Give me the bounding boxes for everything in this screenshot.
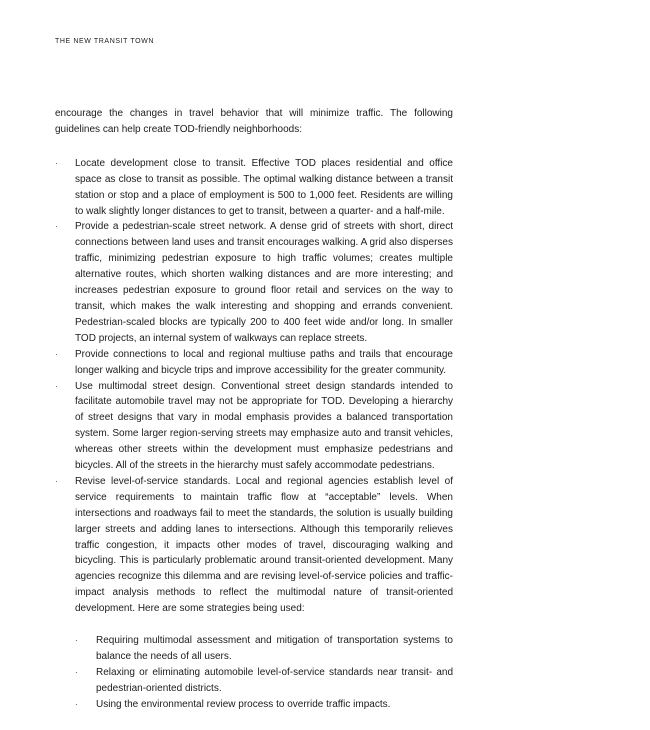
- bullet-icon: ·: [55, 476, 58, 486]
- strategy-item: [75, 665, 453, 697]
- bullet-icon: ·: [75, 667, 78, 677]
- running-head: THE NEW TRANSIT TOWN: [55, 38, 154, 45]
- guideline-text: Provide a pedestrian-scale street network. A dense grid of streets with short, direct connections between land uses and transit encourages walking. A grid also disperses traffic, minimizing pedestrian exposure to high traffic volumes; creates multiple alternative routes, which shorten walking distances and are more interesting; and increases pedestrian exposure to ground floor retail and services on the way to transit, which makes the walk interesting and shopping and errands convenient. Pedestrian-scaled blocks are typically 200 to 400 feet wide and/or long. In smaller TOD projects, an internal system of walkways can replace streets.: [75, 221, 453, 344]
- strategy-text: Relaxing or eliminating automobile level-of-service standards near transit- and pedestrian-oriented districts.: [96, 666, 453, 694]
- bullet-icon: ·: [55, 349, 58, 359]
- guideline-item: [55, 219, 453, 346]
- guideline-item: [55, 474, 453, 713]
- guideline-item: [55, 379, 453, 474]
- bullet-icon: ·: [55, 158, 58, 168]
- bullet-icon: ·: [75, 699, 78, 709]
- guideline-text: Provide connections to local and regional multiuse paths and trails that encourage longer walking and bicycle trips and improve accessibility for the greater community.: [75, 348, 453, 376]
- guidelines-list: [55, 156, 453, 713]
- strategy-text: Using the environmental review process to override traffic impacts.: [96, 698, 391, 710]
- intro-paragraph: encourage the changes in travel behavior that will minimize traffic. The following guidelines can help create TOD-friendly neighborhoods:: [55, 108, 453, 135]
- bullet-icon: ·: [55, 222, 58, 232]
- guideline-text: Locate development close to transit. Effective TOD places residential and office space as close to transit as possible. The optimal walking distance between a transit station or stop and a place of employment is 500 to 1,000 feet. Residents are willing to walk slightly longer distances to get to transit, between a quarter- and a half-mile.: [75, 157, 453, 217]
- body-text: [55, 106, 453, 713]
- guideline-text: Use multimodal street design. Conventional street design standards intended to facilitate automobile travel may not be appropriate for TOD. Developing a hierarchy of street designs that vary in modal emphasis provides a balanced transportation system. Some larger region-serving streets may emphasize auto and transit vehicles, whereas other streets within the development must emphasize pedestrians and bicycles. All of the streets in the hierarchy must safely accommodate pedestrians.: [75, 380, 453, 472]
- guideline-item: [55, 156, 453, 220]
- guideline-text: Revise level-of-service standards. Local and regional agencies establish level of service requirements to maintain traffic flow at “acceptable” levels. When intersections and roadways fail to meet the standards, the solution is usually building larger streets and adding lanes to intersections. Although this temporarily relieves traffic congestion, it impacts other modes of travel, discouraging walking and bicycling. This is particularly problematic around transit-oriented development. Many agencies recognize this dilemma and are revising level-of-service policies and traffic-impact analysis methods to reflect the multimodal nature of transit-oriented development. Here are some strategies being used:: [75, 475, 453, 615]
- guideline-item: [55, 347, 453, 379]
- bullet-icon: ·: [55, 381, 58, 391]
- strategy-item: [75, 633, 453, 665]
- strategy-item: [75, 697, 453, 713]
- strategy-text: Requiring multimodal assessment and mitigation of transportation systems to balance the needs of all users.: [96, 635, 453, 662]
- bullet-icon: ·: [75, 636, 78, 646]
- strategies-list: [75, 633, 453, 713]
